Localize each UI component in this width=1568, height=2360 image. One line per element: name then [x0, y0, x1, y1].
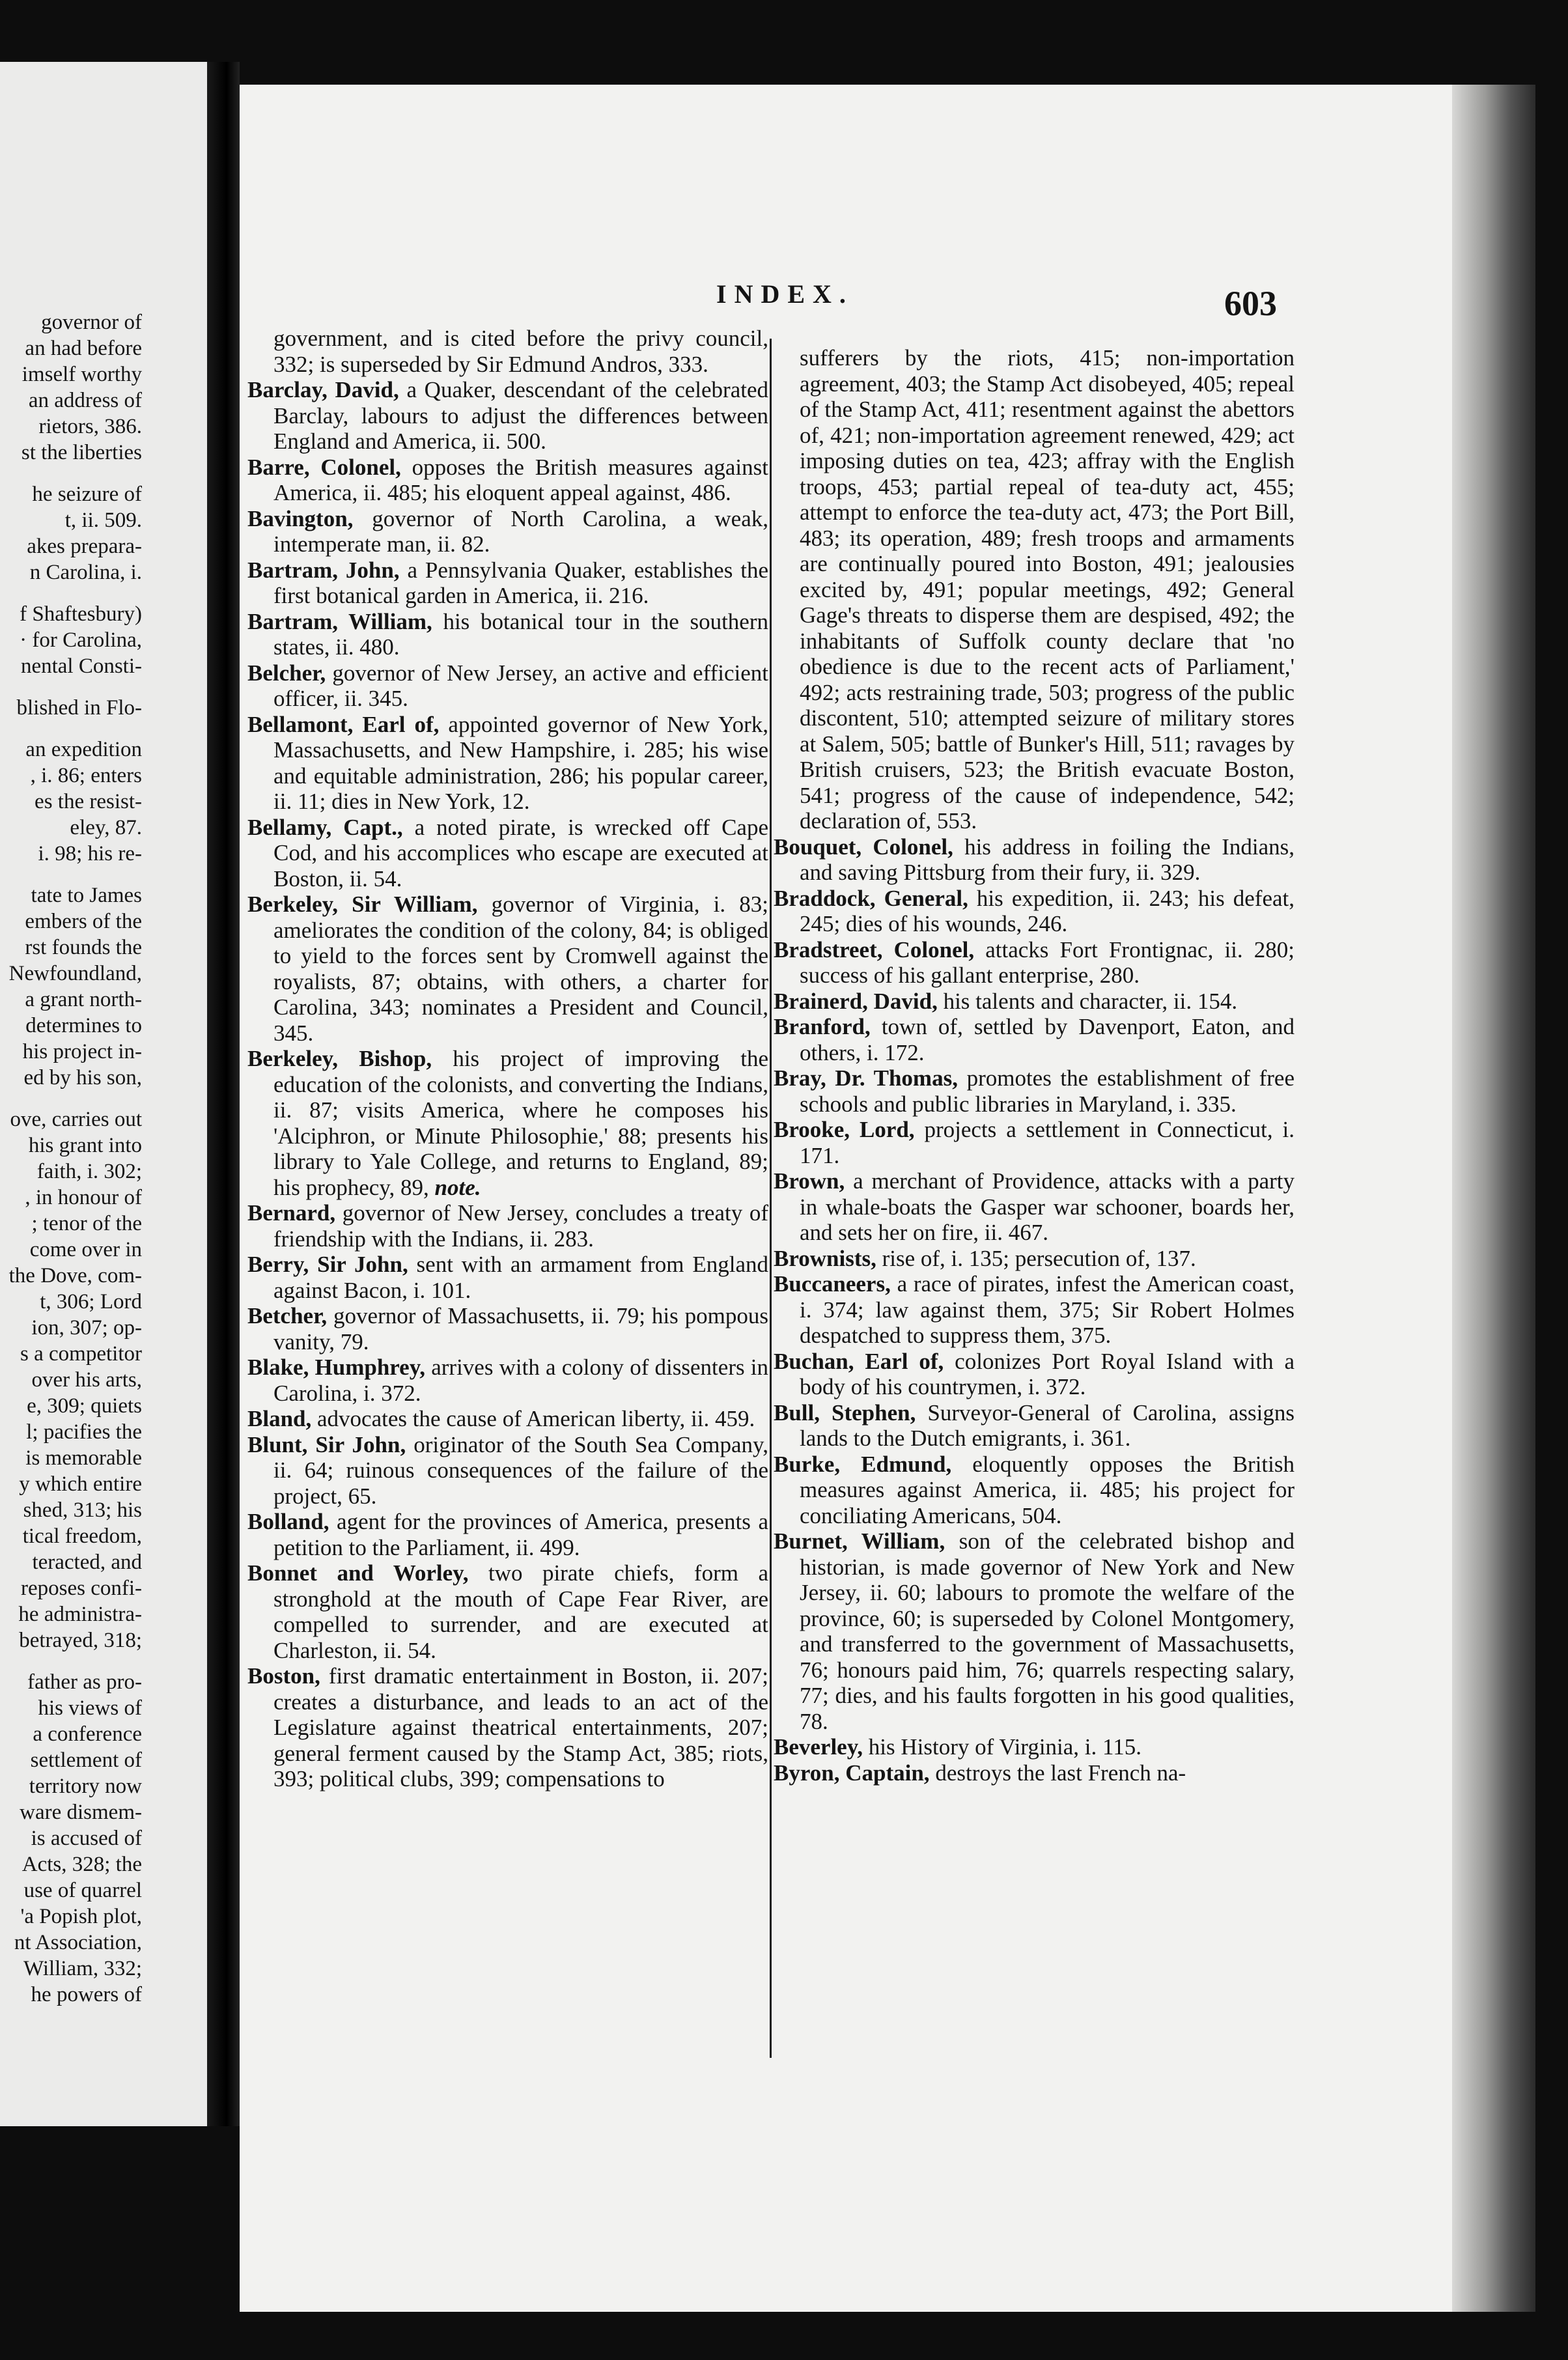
index-entry	[247, 609, 768, 660]
facing-page-line: embers of the	[25, 910, 142, 933]
facing-page-line: shed, 313; his	[23, 1498, 142, 1522]
index-headword: Bellamont, Earl of,	[247, 711, 440, 737]
index-entry-text: destroys the last French na-	[929, 1760, 1186, 1786]
index-headword: Bradstreet, Colonel,	[774, 936, 975, 962]
index-headword: Buchan, Earl of,	[774, 1348, 944, 1374]
index-headword: Branford,	[774, 1014, 871, 1039]
index-entry	[247, 1046, 768, 1200]
facing-page-line: governor of	[41, 311, 142, 334]
index-entry-text: eloquently opposes the British measures against America, ii. 485; his project for conciliating Americans, 504.	[800, 1451, 1295, 1528]
index-entry-text: first dramatic entertainment in Boston, ii. 207; creates a disturbance, and leads to an act of the Legislature against theatrical entertainments, 207; general ferment caused by the Stamp Act, 385; riots, 393; political clubs, 399; compensations to	[273, 1663, 768, 1791]
facing-page-lines	[0, 309, 142, 2008]
facing-page-line: st the liberties	[21, 441, 142, 464]
facing-page-fragment	[0, 62, 207, 2126]
index-entry	[774, 345, 1295, 834]
facing-page-line: William, 332;	[23, 1957, 142, 1980]
index-entry	[247, 326, 768, 377]
facing-page-line: the Dove, com-	[8, 1264, 142, 1287]
index-headword: Berkeley, Sir William,	[247, 892, 478, 917]
index-headword: Blake, Humphrey,	[247, 1355, 426, 1380]
index-entry	[247, 815, 768, 892]
facing-page-line: a grant north-	[25, 988, 142, 1011]
index-entry	[774, 1452, 1295, 1529]
index-headword: Berry, Sir John,	[247, 1252, 408, 1277]
book-gutter	[207, 62, 240, 2126]
index-entry-text: governor of New Jersey, an active and efficient officer, ii. 345.	[273, 660, 768, 711]
facing-page-line: ed by his son,	[23, 1066, 142, 1089]
index-column-left	[247, 326, 768, 1792]
index-entry	[774, 1528, 1295, 1734]
facing-page-line: faith, i. 302;	[36, 1160, 142, 1183]
facing-page-line: , in honour of	[25, 1186, 142, 1209]
index-entry	[247, 892, 768, 1046]
index-entry-text: a race of pirates, infest the American coast, i. 374; law against them, 375; Sir Robert Holmes despatched to suppress them, 375.	[800, 1271, 1295, 1348]
index-entry	[774, 886, 1295, 937]
index-entry	[774, 937, 1295, 989]
facing-page-line: is memorable	[25, 1446, 142, 1470]
index-entry-text: agent for the provinces of America, presents a petition to the Parliament, ii. 499.	[273, 1509, 768, 1560]
index-entry-text: his botanical tour in the southern states, ii. 480.	[273, 608, 768, 660]
facing-page-line: an address of	[28, 389, 142, 412]
facing-page-line: ; tenor of the	[31, 1212, 142, 1235]
facing-page-line: · for Carolina,	[20, 628, 142, 652]
index-entry-text: his address in foiling the Indians, and saving Pittsburg from their fury, ii. 329.	[800, 834, 1295, 885]
facing-page-line: rst founds the	[25, 936, 142, 959]
index-headword: Brown,	[774, 1168, 845, 1194]
facing-page-line: t, 306; Lord	[40, 1290, 142, 1313]
facing-page-line: reposes confi-	[20, 1577, 142, 1600]
index-entry-text: his project of improving the education of the colonists, and converting the Indians, ii. 87; visits America, where he composes his 'Alciphron, or Minute Philosophie,' 88; presents his library to Yale College, and returns to England, 89; his prophecy, 89,	[273, 1046, 768, 1200]
facing-page-line: betrayed, 318;	[19, 1629, 142, 1652]
facing-page-line: blished in Flo-	[16, 696, 142, 720]
facing-page-line: use of quarrel	[23, 1879, 142, 1902]
index-entry	[774, 834, 1295, 886]
index-entry-text: originator of the South Sea Company, ii. 64; ruinous consequences of the failure of the project, 65.	[273, 1431, 768, 1509]
facing-page-line: he administra-	[18, 1603, 142, 1626]
index-entry-text: his expedition, ii. 243; his defeat, 245; dies of his wounds, 246.	[800, 885, 1295, 936]
index-entry-text: rise of, i. 135; persecution of, 137.	[876, 1245, 1196, 1271]
facing-page-line: 'a Popish plot,	[20, 1905, 142, 1928]
index-entry	[774, 1168, 1295, 1246]
index-headword: Boston,	[247, 1663, 320, 1689]
index-entry	[247, 1200, 768, 1252]
index-headword: Belcher,	[247, 660, 326, 686]
running-head: INDEX.	[716, 279, 854, 309]
index-headword: Berkeley, Bishop,	[247, 1046, 432, 1071]
index-entry-text: promotes the establishment of free schools and public libraries in Maryland, i. 335.	[800, 1065, 1295, 1117]
facing-page-line: tical freedom,	[22, 1524, 142, 1548]
facing-page-line: akes prepara-	[27, 535, 142, 558]
index-entry	[247, 455, 768, 506]
index-entry	[774, 1349, 1295, 1400]
facing-page-line: Acts, 328; the	[21, 1853, 142, 1876]
facing-page-line: he powers of	[31, 1983, 142, 2006]
index-entry	[247, 506, 768, 557]
index-entry-text: his History of Virginia, i. 115.	[863, 1734, 1141, 1760]
index-headword: Bolland,	[247, 1509, 329, 1534]
index-entry	[774, 1271, 1295, 1349]
index-entry	[774, 1065, 1295, 1117]
facing-page-line: is accused of	[31, 1827, 142, 1850]
index-entry-text: projects a settlement in Connecticut, i. 171.	[800, 1117, 1295, 1168]
index-headword: Bernard,	[247, 1200, 336, 1226]
index-entry	[247, 1663, 768, 1792]
index-headword: Bartram, William,	[247, 608, 432, 634]
index-entry	[774, 1400, 1295, 1452]
index-entry	[774, 1760, 1295, 1786]
index-headword: Brooke, Lord,	[774, 1117, 915, 1142]
index-entry	[247, 1509, 768, 1560]
facing-page-line: his grant into	[28, 1134, 142, 1157]
index-entry	[247, 1560, 768, 1663]
index-entry	[247, 1303, 768, 1355]
index-entry	[774, 1246, 1295, 1272]
index-headword: Barre, Colonel,	[247, 454, 401, 480]
index-entry-text: son of the celebrated bishop and historian, is made governor of New York and New Jersey, ii. 60; labours to promote the welfare of the province, 60; is superseded by Colonel Montgomery, and transferred to the government of Massachusetts, 76; honours paid him, 76; quarrels respecting salary, 77; dies, and his faults forgotten in his good qualities, 78.	[800, 1528, 1295, 1734]
index-entry-text: advocates the cause of American liberty, ii. 459.	[311, 1406, 755, 1431]
index-headword: Buccaneers,	[774, 1271, 891, 1297]
index-entry-text: a Pennsylvania Quaker, establishes the first botanical garden in America, ii. 216.	[273, 557, 768, 608]
facing-page-line: ion, 307; op-	[31, 1316, 142, 1340]
index-headword: Beverley,	[774, 1734, 863, 1760]
index-entry-text: Surveyor-General of Carolina, assigns lands to the Dutch emigrants, i. 361.	[800, 1399, 1295, 1451]
index-headword: Braddock, General,	[774, 885, 968, 911]
index-entry	[247, 1406, 768, 1432]
facing-page-line: nental Consti-	[20, 654, 142, 678]
facing-page-line: e, 309; quiets	[27, 1394, 142, 1418]
index-headword: Burke, Edmund,	[774, 1451, 952, 1477]
facing-page-line: an expedition	[25, 738, 142, 761]
facing-page-line: over his arts,	[31, 1368, 142, 1392]
index-headword: Bonnet and Worley,	[247, 1560, 469, 1586]
index-entry	[247, 1432, 768, 1510]
page-number: 603	[1224, 284, 1277, 323]
index-headword: Barclay, David,	[247, 377, 399, 402]
facing-page-line: i. 98; his re-	[38, 842, 142, 865]
index-entry-text: a merchant of Providence, attacks with a party in whale-boats the Gasper war schooner, boards her, and sets her on fire, ii. 467.	[800, 1168, 1295, 1245]
index-entry	[247, 712, 768, 815]
index-headword: Brainerd, David,	[774, 988, 938, 1014]
index-entry	[774, 1734, 1295, 1760]
index-entry-text: his talents and character, ii. 154.	[937, 988, 1238, 1014]
facing-page-line: settlement of	[30, 1749, 142, 1772]
page-edge-shadow	[1452, 85, 1535, 2312]
index-headword: Bland,	[247, 1406, 312, 1431]
facing-page-line: tate to James	[31, 884, 142, 907]
facing-page-line: ove, carries out	[10, 1108, 142, 1131]
index-entry	[774, 1117, 1295, 1168]
index-entry	[247, 557, 768, 609]
index-entry	[247, 377, 768, 455]
index-entry	[247, 1252, 768, 1303]
index-entry-text: two pirate chiefs, form a stronghold at the mouth of Cape Fear River, are compelled to surrender, and are executed at Charleston, ii. 54.	[273, 1560, 769, 1663]
facing-page-line: y which entire	[19, 1472, 142, 1496]
facing-page-line: t, ii. 509.	[64, 509, 142, 532]
index-headword: Brownists,	[774, 1245, 876, 1271]
facing-page-line: he seizure of	[32, 483, 142, 506]
index-entry	[774, 989, 1295, 1015]
column-divider	[770, 339, 772, 2058]
facing-page-line: ware dismem-	[20, 1801, 142, 1824]
facing-page-line: n Carolina, i.	[29, 561, 142, 584]
index-entry-text: town of, settled by Davenport, Eaton, and others, i. 172.	[800, 1014, 1295, 1065]
index-entry-text: opposes the British measures against America, ii. 485; his eloquent appeal against, 486.	[273, 454, 768, 505]
index-entry-text: a Quaker, descendant of the celebrated Barclay, labours to adjust the differences between England and America, ii. 500.	[273, 377, 769, 454]
facing-page-line: his views of	[38, 1696, 142, 1720]
index-entry-note: note.	[434, 1174, 481, 1200]
index-headword: Bray, Dr. Thomas,	[774, 1065, 958, 1091]
facing-page-line: teracted, and	[32, 1551, 142, 1574]
facing-page-line: , i. 86; enters	[30, 764, 142, 787]
index-entry-text: sufferers by the riots, 415; non-importation agreement, 403; the Stamp Act disobeyed, 405; repeal of the Stamp Act, 411; resentment against the abettors of, 421; non-importation agreement renewed, 429; act imposing duties on tea, 423; affray with the English troops, 453; partial repeal of tea-duty act, 455; attempt to enforce the tea-duty act, 473; the Port Bill, 483; its operation, 489; fresh troops and armaments are continually poured into Boston, 491; jealousies excited by, 491; popular meetings, 492; General Gage's threats to disperse them are despised, 492; the inhabitants of Suffolk county declare that 'no obedience is due to the recent acts of Parliament,' 492; acts restraining trade, 503; progress of the public discontent, 510; attempted seizure of military stores at Salem, 505; battle of Bunker's Hill, 511; ravages by British cruisers, 523; the British evacuate Boston, 541; progress of the cause of independence, 542; declaration of, 553.	[800, 345, 1295, 834]
index-headword: Bavington,	[247, 505, 354, 531]
index-headword: Burnet, William,	[774, 1528, 945, 1554]
index-entry-text: governor of North Carolina, a weak, intemperate man, ii. 82.	[273, 505, 768, 557]
index-headword: Bouquet, Colonel,	[774, 834, 953, 860]
index-headword: Bull, Stephen,	[774, 1399, 916, 1426]
index-entry-text: arrives with a colony of dissenters in Carolina, i. 372.	[273, 1355, 769, 1406]
index-entry-text: sent with an armament from England against Bacon, i. 101.	[273, 1252, 768, 1303]
index-entry-text: colonizes Port Royal Island with a body of his countrymen, i. 372.	[800, 1348, 1295, 1399]
facing-page-line: eley, 87.	[70, 816, 142, 839]
index-entry	[247, 660, 768, 712]
facing-page-line: territory now	[29, 1775, 142, 1798]
index-headword: Blunt, Sir John,	[247, 1431, 406, 1457]
facing-page-line: imself worthy	[21, 363, 142, 386]
index-headword: Byron, Captain,	[774, 1760, 930, 1786]
index-headword: Bartram, John,	[247, 557, 400, 583]
facing-page-line: father as pro-	[27, 1670, 142, 1694]
facing-page-line: rietors, 386.	[38, 415, 142, 438]
index-entry	[774, 1014, 1295, 1065]
index-entry-text: government, and is cited before the privy council, 332; is superseded by Sir Edmund Andros, 333.	[273, 326, 768, 377]
index-entry	[247, 1355, 768, 1406]
index-entry-text: governor of New Jersey, concludes a treaty of friendship with the Indians, ii. 283.	[273, 1200, 768, 1252]
index-entry-text: governor of Massachusetts, ii. 79; his pompous vanity, 79.	[273, 1303, 768, 1355]
facing-page-line: es the resist-	[35, 790, 142, 813]
facing-page-line: nt Association,	[14, 1931, 142, 1954]
index-entry-text: a noted pirate, is wrecked off Cape Cod, and his accomplices who escape are executed at Boston, ii. 54.	[273, 814, 768, 892]
facing-page-line: Newfoundland,	[8, 962, 142, 985]
index-entry-text: attacks Fort Frontignac, ii. 280; success of his gallant enterprise, 280.	[800, 936, 1295, 988]
facing-page-line: f Shaftesbury)	[20, 602, 142, 626]
index-entry-text: governor of Virginia, i. 83; ameliorates the condition of the colony, 84; is obliged to yield to the forces sent by Cromwell against the royalists, 87; obtains, with others, a charter for Carolina, 343; nominates a President and Council, 345.	[273, 892, 768, 1046]
facing-page-line: his project in-	[22, 1040, 142, 1063]
facing-page-line: determines to	[25, 1014, 142, 1037]
facing-page-line: an had before	[25, 337, 142, 360]
index-headword: Bellamy, Capt.,	[247, 814, 403, 840]
index-entry-text: appointed governor of New York, Massachusetts, and New Hampshire, i. 285; his wise and equitable administration, 286; his popular career, ii. 11; dies in New York, 12.	[273, 711, 768, 814]
index-column-right	[774, 345, 1295, 1786]
facing-page-line: come over in	[29, 1238, 142, 1261]
facing-page-line: s a competitor	[20, 1342, 142, 1366]
facing-page-line: a conference	[33, 1722, 142, 1746]
facing-page-line: l; pacifies the	[26, 1420, 142, 1444]
index-headword: Betcher,	[247, 1303, 328, 1328]
